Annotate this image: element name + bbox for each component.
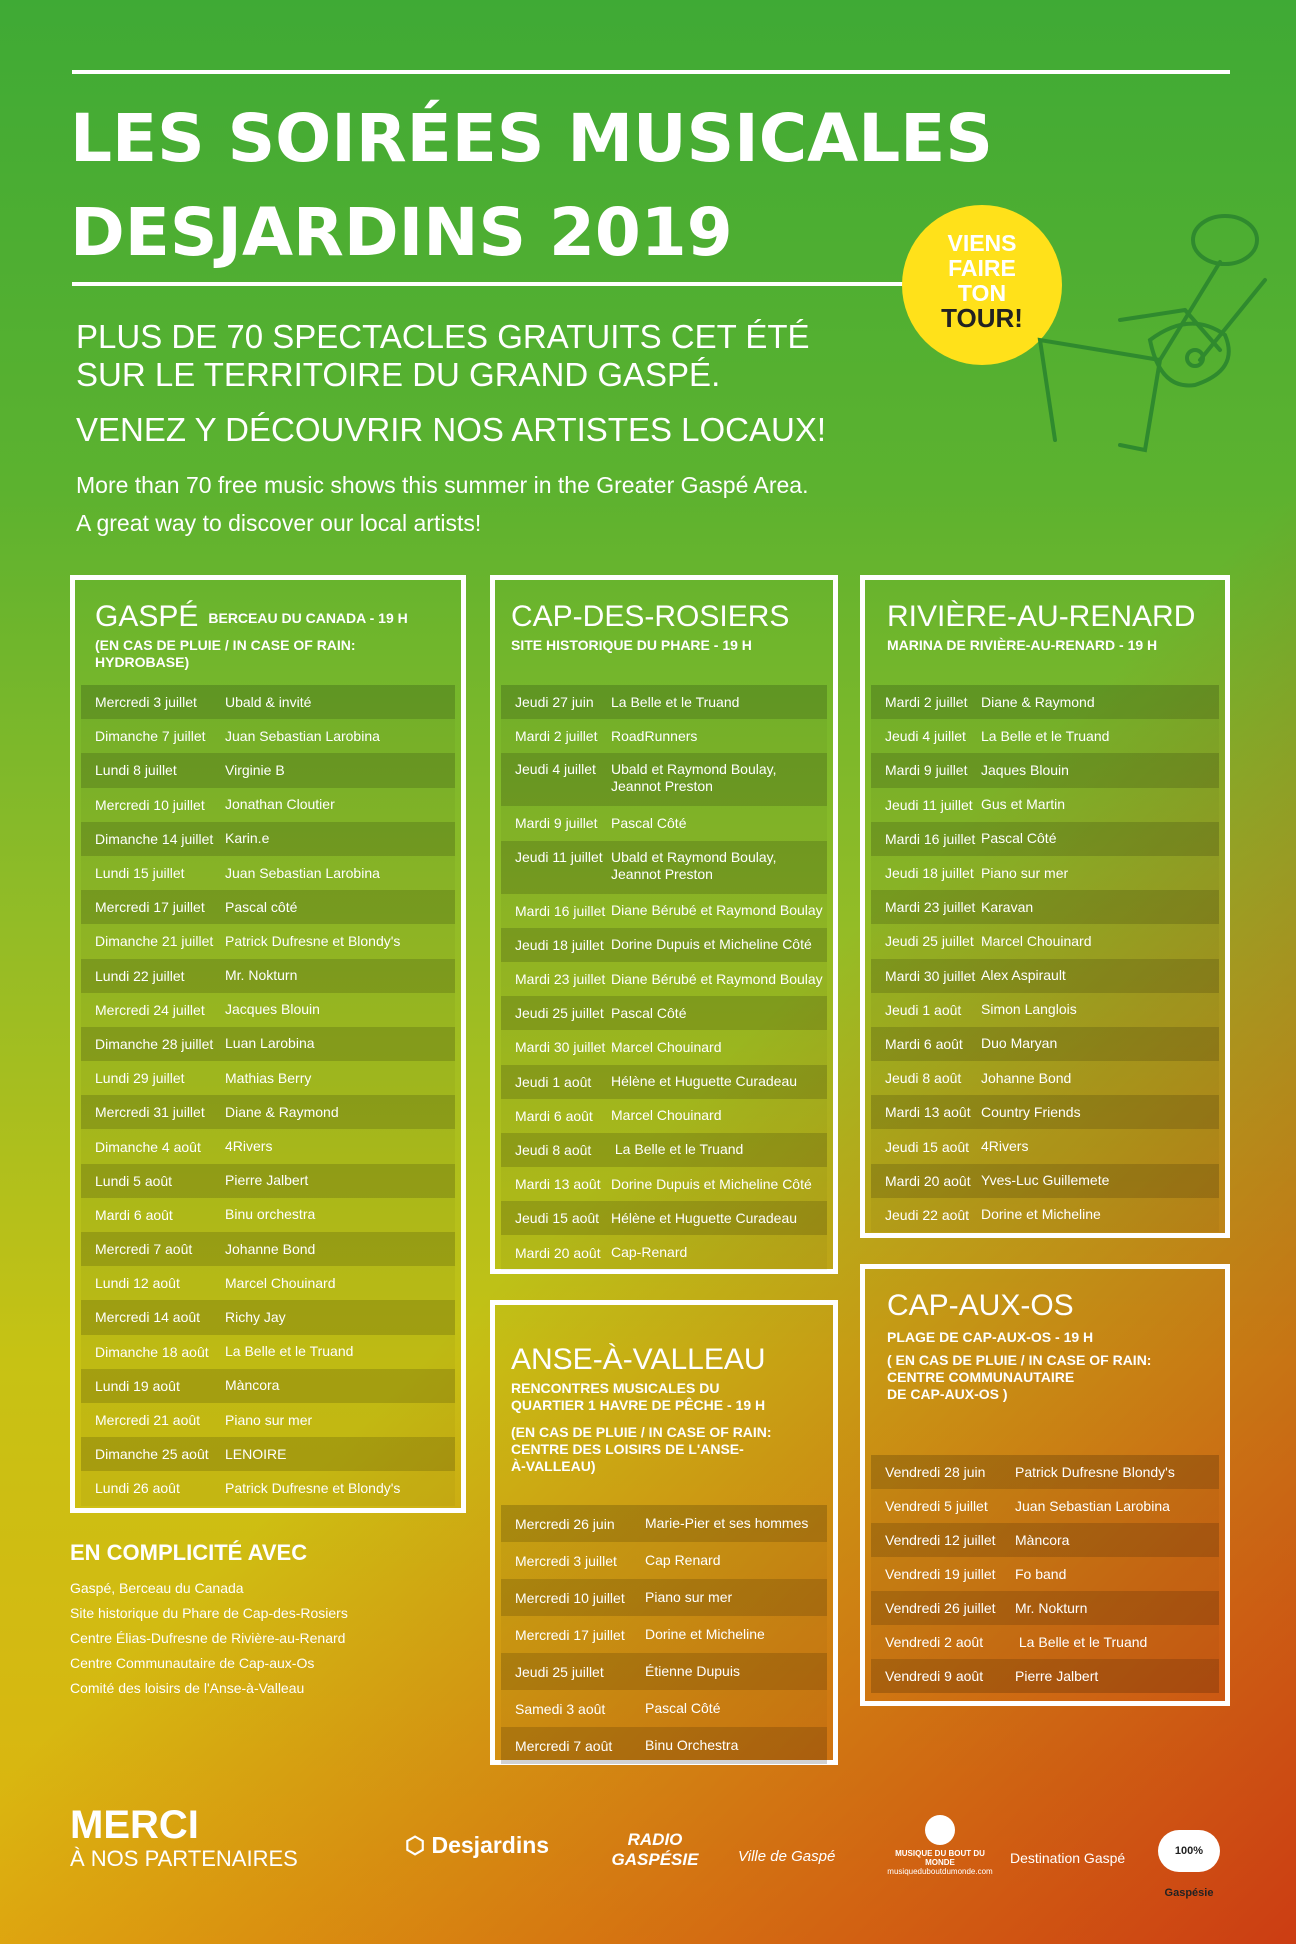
show-date: Mercredi 10 juillet bbox=[515, 1589, 625, 1606]
anse-rows bbox=[495, 1505, 833, 1764]
show-artist: Hélène et Huguette Curadeau bbox=[611, 1209, 798, 1226]
schedule-row bbox=[81, 1403, 455, 1437]
show-date: Mercredi 7 août bbox=[95, 1241, 193, 1258]
show-date: Vendredi 19 juillet bbox=[885, 1566, 996, 1582]
show-date: Jeudi 25 juillet bbox=[885, 933, 974, 950]
show-date: Lundi 22 juillet bbox=[95, 967, 185, 984]
show-date: Jeudi 25 juillet bbox=[515, 1005, 604, 1022]
schedule-row bbox=[501, 1133, 827, 1167]
musician-icon bbox=[925, 1815, 955, 1845]
show-artist: Mr. Nokturn bbox=[1015, 1599, 1088, 1616]
schedule-row bbox=[871, 719, 1219, 753]
hexagon-icon: ⬡ bbox=[405, 1832, 426, 1858]
show-artist: Patrick Dufresne Blondy's bbox=[1015, 1463, 1175, 1480]
show-artist: Duo Maryan bbox=[981, 1035, 1058, 1052]
show-date: Jeudi 25 juillet bbox=[515, 1663, 604, 1680]
schedule-row bbox=[871, 959, 1219, 993]
show-artist: Simon Langlois bbox=[981, 1001, 1077, 1018]
show-artist: La Belle et le Truand bbox=[611, 1141, 744, 1158]
schedule-row bbox=[81, 856, 455, 890]
show-date: Jeudi 4 juillet bbox=[885, 728, 966, 745]
musique-bout-du-monde-logo: MUSIQUE DU BOUT DU MONDE musiqueduboutdumonde.com bbox=[885, 1815, 995, 1876]
partner-item: Comité des loisirs de l'Anse-à-Valleau bbox=[70, 1680, 305, 1696]
show-artist: Mr. Nokturn bbox=[225, 967, 298, 984]
show-artist: 4Rivers bbox=[981, 1138, 1029, 1155]
gaspe-rows bbox=[75, 685, 461, 1506]
desjardins-logo: ⬡ Desjardins bbox=[405, 1832, 550, 1858]
schedule-row bbox=[81, 822, 455, 856]
schedule-row bbox=[501, 1099, 827, 1133]
show-artist: Diane Bérubé et Raymond Boulay bbox=[611, 970, 823, 987]
show-date: Dimanche 4 août bbox=[95, 1138, 201, 1155]
show-date: Jeudi 15 août bbox=[515, 1210, 600, 1227]
show-date: Mardi 30 juillet bbox=[515, 1039, 606, 1056]
thanks-title: MERCI bbox=[70, 1803, 199, 1847]
capauxos-rows bbox=[865, 1455, 1225, 1693]
partners-heading: EN COMPLICITÉ AVEC bbox=[70, 1540, 308, 1565]
show-artist: Marcel Chouinard bbox=[611, 1107, 722, 1124]
show-artist: Ubald et Raymond Boulay, Jeannot Preston bbox=[611, 761, 777, 795]
show-date: Mercredi 24 juillet bbox=[95, 1001, 205, 1018]
show-date: Mardi 16 juillet bbox=[885, 830, 976, 847]
schedule-row bbox=[501, 1065, 827, 1099]
show-artist: Binu Orchestra bbox=[645, 1737, 739, 1753]
schedule-row bbox=[871, 856, 1219, 890]
show-artist: Diane & Raymond bbox=[981, 693, 1095, 710]
schedule-row bbox=[871, 1557, 1219, 1591]
show-date: Lundi 12 août bbox=[95, 1275, 180, 1292]
partner-item: Centre Communautaire de Cap-aux-Os bbox=[70, 1655, 315, 1671]
show-artist: Cap-Renard bbox=[611, 1244, 688, 1261]
show-artist: Pascal Côté bbox=[645, 1700, 721, 1716]
show-artist: Cap Renard bbox=[645, 1552, 721, 1568]
show-artist: Pascal Côté bbox=[981, 830, 1057, 847]
schedule-row bbox=[871, 1095, 1219, 1129]
schedule-row bbox=[81, 1164, 455, 1198]
schedule-row bbox=[871, 1659, 1219, 1693]
schedule-row bbox=[81, 1129, 455, 1163]
schedule-row bbox=[871, 1027, 1219, 1061]
show-artist: Marcel Chouinard bbox=[611, 1038, 722, 1055]
show-artist: Richy Jay bbox=[225, 1308, 286, 1325]
show-artist: Jacques Blouin bbox=[225, 1001, 320, 1018]
show-date: Mardi 20 août bbox=[885, 1172, 971, 1189]
capauxos-schedule-box bbox=[860, 1264, 1230, 1706]
schedule-row bbox=[871, 993, 1219, 1027]
schedule-row bbox=[501, 1030, 827, 1064]
show-date: Mercredi 3 juillet bbox=[515, 1552, 617, 1569]
gaspe-rain-note: (EN CAS DE PLUIE / IN CASE OF RAIN: HYDROBASE) bbox=[95, 637, 356, 670]
schedule-row bbox=[871, 1591, 1219, 1625]
show-date: Mercredi 17 juillet bbox=[95, 899, 205, 916]
show-date: Jeudi 18 juillet bbox=[885, 865, 974, 882]
schedule-row bbox=[81, 1061, 455, 1095]
show-artist: Pierre Jalbert bbox=[225, 1172, 309, 1189]
show-date: Dimanche 18 août bbox=[95, 1343, 209, 1360]
tour-badge: VIENS FAIRE TON TOUR! bbox=[902, 205, 1062, 365]
show-artist: Pascal Côté bbox=[611, 1004, 687, 1021]
anse-title: ANSE-À-VALLEAU bbox=[511, 1343, 766, 1376]
show-date: Dimanche 7 juillet bbox=[95, 728, 206, 745]
show-date: Mardi 30 juillet bbox=[885, 967, 976, 984]
schedule-row bbox=[81, 719, 455, 753]
show-artist: La Belle et le Truand bbox=[981, 727, 1110, 744]
show-date: Jeudi 8 août bbox=[515, 1141, 592, 1158]
gaspesie-100-logo: 100% Gaspésie bbox=[1158, 1830, 1220, 1872]
top-rule bbox=[72, 70, 1230, 74]
schedule-row bbox=[81, 993, 455, 1027]
show-date: Mercredi 31 juillet bbox=[95, 1104, 205, 1121]
intro-en-1: More than 70 free music shows this summer in the Greater Gaspé Area. bbox=[76, 472, 809, 498]
show-date: Dimanche 14 juillet bbox=[95, 830, 214, 847]
schedule-row bbox=[501, 753, 827, 806]
show-artist: Diane Bérubé et Raymond Boulay bbox=[611, 902, 823, 919]
show-date: Mercredi 26 juin bbox=[515, 1515, 615, 1532]
schedule-row bbox=[501, 1235, 827, 1269]
show-artist: Diane & Raymond bbox=[225, 1103, 339, 1120]
show-date: Vendredi 5 juillet bbox=[885, 1498, 988, 1514]
schedule-row bbox=[871, 1164, 1219, 1198]
show-artist: Mathias Berry bbox=[225, 1069, 312, 1086]
show-artist: Dorine et Micheline bbox=[981, 1206, 1101, 1223]
schedule-row bbox=[501, 962, 827, 996]
schedule-row bbox=[871, 890, 1219, 924]
schedule-row bbox=[81, 1232, 455, 1266]
show-artist: Pierre Jalbert bbox=[1015, 1667, 1099, 1684]
schedule-row bbox=[81, 1471, 455, 1505]
intro-fr-2: SUR LE TERRITOIRE DU GRAND GASPÉ. bbox=[76, 356, 721, 393]
ville-gaspe-logo: Ville de Gaspé bbox=[738, 1848, 836, 1865]
show-artist: Jonathan Cloutier bbox=[225, 796, 335, 813]
show-artist: Country Friends bbox=[981, 1103, 1081, 1120]
schedule-row bbox=[501, 1167, 827, 1201]
show-date: Mercredi 14 août bbox=[95, 1309, 201, 1326]
show-date: Jeudi 11 juillet bbox=[515, 848, 603, 865]
show-artist: Piano sur mer bbox=[645, 1589, 733, 1605]
show-date: Jeudi 4 juillet bbox=[515, 761, 596, 778]
show-artist: Karavan bbox=[981, 898, 1034, 915]
anse-schedule-box bbox=[490, 1300, 838, 1765]
title-rule bbox=[72, 282, 904, 286]
caprosiers-subtitle: SITE HISTORIQUE DU PHARE - 19 H bbox=[511, 637, 752, 653]
show-artist: Yves-Luc Guillemete bbox=[981, 1172, 1110, 1189]
anse-subtitle: RENCONTRES MUSICALES DU QUARTIER 1 HAVRE DE PÊCHE - 19 H (EN CAS DE PLUIE / IN CASE OF RAIN: CENTRE DES LOISIRS DE L'ANSE- À-VALLEAU) bbox=[511, 1380, 772, 1474]
show-date: Jeudi 27 juin bbox=[515, 694, 594, 711]
schedule-row bbox=[871, 753, 1219, 787]
schedule-row bbox=[871, 1523, 1219, 1557]
show-artist: Juan Sebastian Larobina bbox=[1015, 1497, 1170, 1514]
show-artist: Étienne Dupuis bbox=[645, 1663, 740, 1679]
show-artist: Màncora bbox=[225, 1377, 280, 1394]
show-date: Jeudi 18 juillet bbox=[515, 936, 604, 953]
show-artist: Juan Sebastian Larobina bbox=[225, 727, 380, 744]
show-date: Vendredi 28 juin bbox=[885, 1464, 986, 1480]
show-date: Vendredi 9 août bbox=[885, 1668, 984, 1684]
schedule-row bbox=[871, 685, 1219, 719]
schedule-row bbox=[501, 894, 827, 928]
gaspe-schedule-box bbox=[70, 575, 466, 1513]
schedule-row bbox=[81, 788, 455, 822]
show-artist: Hélène et Huguette Curadeau bbox=[611, 1073, 798, 1090]
show-date: Mardi 6 août bbox=[885, 1035, 963, 1052]
show-artist: Marcel Chouinard bbox=[225, 1274, 336, 1291]
schedule-row bbox=[501, 996, 827, 1030]
caprosiers-rows bbox=[495, 685, 833, 1270]
schedule-row bbox=[871, 788, 1219, 822]
page-title: LES SOIRÉES MUSICALES DESJARDINS 2019 bbox=[70, 100, 993, 271]
show-artist: La Belle et le Truand bbox=[611, 693, 740, 710]
caprosiers-title: CAP-DES-ROSIERS bbox=[511, 600, 790, 633]
show-date: Jeudi 15 août bbox=[885, 1138, 970, 1155]
show-artist: Alex Aspirault bbox=[981, 967, 1066, 984]
gaspe-title: GASPÉ BERCEAU DU CANADA - 19 H bbox=[95, 600, 408, 633]
schedule-row bbox=[871, 924, 1219, 958]
thanks-section bbox=[70, 1804, 298, 1872]
capauxos-subtitle: PLAGE DE CAP-AUX-OS - 19 H ( EN CAS DE PLUIE / IN CASE OF RAIN: CENTRE COMMUNAUTAIRE DE CAP-AUX-OS ) bbox=[887, 1329, 1152, 1402]
schedule-row bbox=[81, 1027, 455, 1061]
show-date: Mardi 9 juillet bbox=[885, 762, 968, 779]
show-date: Jeudi 11 juillet bbox=[885, 796, 973, 813]
partner-item: Gaspé, Berceau du Canada bbox=[70, 1580, 244, 1596]
schedule-row bbox=[81, 924, 455, 958]
show-date: Mercredi 17 juillet bbox=[515, 1626, 625, 1643]
show-date: Mardi 6 août bbox=[515, 1107, 593, 1124]
schedule-row bbox=[81, 890, 455, 924]
show-artist: 4Rivers bbox=[225, 1138, 273, 1155]
show-date: Mardi 16 juillet bbox=[515, 902, 606, 919]
schedule-row bbox=[501, 1616, 827, 1653]
show-artist: Johanne Bond bbox=[981, 1069, 1072, 1086]
show-artist: Luan Larobina bbox=[225, 1035, 315, 1052]
schedule-row bbox=[501, 806, 827, 840]
intro-fr-3: VENEZ Y DÉCOUVRIR NOS ARTISTES LOCAUX! bbox=[76, 411, 827, 448]
show-date: Jeudi 1 août bbox=[885, 1001, 962, 1018]
show-artist: Ubald & invité bbox=[225, 693, 312, 710]
show-date: Jeudi 1 août bbox=[515, 1073, 592, 1090]
show-date: Mardi 13 août bbox=[515, 1176, 601, 1193]
show-artist: Dorine Dupuis et Micheline Côté bbox=[611, 936, 812, 953]
show-artist: Pascal côté bbox=[225, 898, 298, 915]
schedule-row bbox=[501, 1579, 827, 1616]
show-artist: Virginie B bbox=[225, 761, 285, 778]
capauxos-title: CAP-AUX-OS bbox=[887, 1289, 1074, 1322]
show-date: Lundi 8 juillet bbox=[95, 762, 177, 779]
show-artist: Marie-Pier et ses hommes bbox=[645, 1515, 809, 1531]
schedule-row bbox=[501, 1505, 827, 1542]
schedule-row bbox=[871, 1455, 1219, 1489]
show-date: Mardi 23 juillet bbox=[515, 971, 606, 988]
schedule-row bbox=[871, 1489, 1219, 1523]
schedule-row bbox=[501, 928, 827, 962]
schedule-row bbox=[81, 685, 455, 719]
show-date: Lundi 15 juillet bbox=[95, 865, 185, 882]
schedule-row bbox=[871, 1625, 1219, 1659]
show-date: Jeudi 8 août bbox=[885, 1070, 962, 1087]
schedule-row bbox=[81, 1266, 455, 1300]
schedule-row bbox=[81, 1335, 455, 1369]
guitarist-doodle-icon bbox=[1010, 200, 1270, 460]
schedule-row bbox=[501, 1542, 827, 1579]
schedule-row bbox=[871, 1061, 1219, 1095]
schedule-row bbox=[81, 1095, 455, 1129]
show-artist: Karin.e bbox=[225, 830, 270, 847]
riviere-schedule-box bbox=[860, 575, 1230, 1238]
show-date: Vendredi 26 juillet bbox=[885, 1600, 996, 1616]
schedule-row bbox=[501, 1727, 827, 1764]
thanks-subtitle: À NOS PARTENAIRES bbox=[70, 1846, 298, 1871]
intro-fr-1: PLUS DE 70 SPECTACLES GRATUITS CET ÉTÉ bbox=[76, 318, 810, 355]
show-date: Lundi 26 août bbox=[95, 1480, 180, 1497]
show-artist: Màncora bbox=[1015, 1531, 1070, 1548]
schedule-row bbox=[501, 1690, 827, 1727]
show-artist: RoadRunners bbox=[611, 727, 698, 744]
partner-item: Site historique du Phare de Cap-des-Rosiers bbox=[70, 1605, 348, 1621]
show-artist: Marcel Chouinard bbox=[981, 932, 1092, 949]
schedule-row bbox=[871, 1198, 1219, 1232]
show-artist: Pascal Côté bbox=[611, 814, 687, 831]
show-date: Mardi 20 août bbox=[515, 1244, 601, 1261]
schedule-row bbox=[501, 1653, 827, 1690]
schedule-row bbox=[81, 1198, 455, 1232]
partners-section bbox=[70, 1540, 348, 1701]
show-date: Mercredi 3 juillet bbox=[95, 694, 197, 711]
schedule-row bbox=[81, 1437, 455, 1471]
show-date: Samedi 3 août bbox=[515, 1700, 606, 1717]
schedule-row bbox=[501, 1201, 827, 1235]
riviere-rows bbox=[865, 685, 1225, 1232]
destination-gaspe-logo: Destination Gaspé bbox=[1010, 1850, 1126, 1866]
show-artist: Dorine Dupuis et Micheline Côté bbox=[611, 1175, 812, 1192]
show-artist: Patrick Dufresne et Blondy's bbox=[225, 1479, 401, 1496]
show-artist: Jaques Blouin bbox=[981, 761, 1069, 778]
schedule-row bbox=[81, 1300, 455, 1334]
show-artist: Ubald et Raymond Boulay, Jeannot Preston bbox=[611, 848, 777, 882]
show-date: Mardi 2 juillet bbox=[515, 728, 598, 745]
schedule-row bbox=[501, 685, 827, 719]
schedule-row bbox=[501, 719, 827, 753]
show-date: Dimanche 28 juillet bbox=[95, 1035, 214, 1052]
show-artist: Johanne Bond bbox=[225, 1240, 316, 1257]
show-date: Mercredi 10 juillet bbox=[95, 796, 205, 813]
show-date: Mercredi 7 août bbox=[515, 1737, 613, 1754]
show-date: Mardi 23 juillet bbox=[885, 899, 976, 916]
schedule-row bbox=[81, 959, 455, 993]
show-date: Mardi 6 août bbox=[95, 1206, 173, 1223]
show-date: Lundi 5 août bbox=[95, 1172, 173, 1189]
show-date: Mardi 2 juillet bbox=[885, 694, 968, 711]
intro-en-2: A great way to discover our local artists! bbox=[76, 510, 482, 536]
radio-gaspesie-logo: RADIO GASPÉSIE bbox=[611, 1830, 699, 1869]
show-date: Vendredi 2 août bbox=[885, 1634, 984, 1650]
show-artist: Dorine et Micheline bbox=[645, 1626, 765, 1642]
riviere-title: RIVIÈRE-AU-RENARD bbox=[887, 600, 1196, 633]
schedule-row bbox=[501, 841, 827, 894]
caprosiers-schedule-box bbox=[490, 575, 838, 1274]
show-date: Mardi 13 août bbox=[885, 1104, 971, 1121]
show-artist: Gus et Martin bbox=[981, 796, 1066, 813]
show-artist: Binu orchestra bbox=[225, 1206, 316, 1223]
show-date: Vendredi 12 juillet bbox=[885, 1532, 996, 1548]
show-artist: La Belle et le Truand bbox=[1015, 1633, 1148, 1650]
schedule-row bbox=[871, 1129, 1219, 1163]
show-artist: Fo band bbox=[1015, 1565, 1067, 1582]
show-date: Jeudi 22 août bbox=[885, 1206, 970, 1223]
show-artist: Juan Sebastian Larobina bbox=[225, 864, 380, 881]
show-artist: Piano sur mer bbox=[981, 864, 1069, 881]
schedule-row bbox=[871, 822, 1219, 856]
schedule-row bbox=[81, 753, 455, 787]
show-artist: Patrick Dufresne et Blondy's bbox=[225, 932, 401, 949]
show-artist: La Belle et le Truand bbox=[225, 1343, 354, 1360]
schedule-row bbox=[81, 1369, 455, 1403]
show-date: Lundi 19 août bbox=[95, 1377, 180, 1394]
show-date: Lundi 29 juillet bbox=[95, 1070, 185, 1087]
show-artist: LENOIRE bbox=[225, 1445, 287, 1462]
show-artist: Piano sur mer bbox=[225, 1411, 313, 1428]
show-date: Dimanche 21 juillet bbox=[95, 933, 214, 950]
show-date: Dimanche 25 août bbox=[95, 1446, 209, 1463]
show-date: Mercredi 21 août bbox=[95, 1412, 201, 1429]
partner-item: Centre Élias-Dufresne de Rivière-au-Renard bbox=[70, 1630, 346, 1646]
riviere-subtitle: MARINA DE RIVIÈRE-AU-RENARD - 19 H bbox=[887, 637, 1158, 653]
show-date: Mardi 9 juillet bbox=[515, 815, 598, 832]
